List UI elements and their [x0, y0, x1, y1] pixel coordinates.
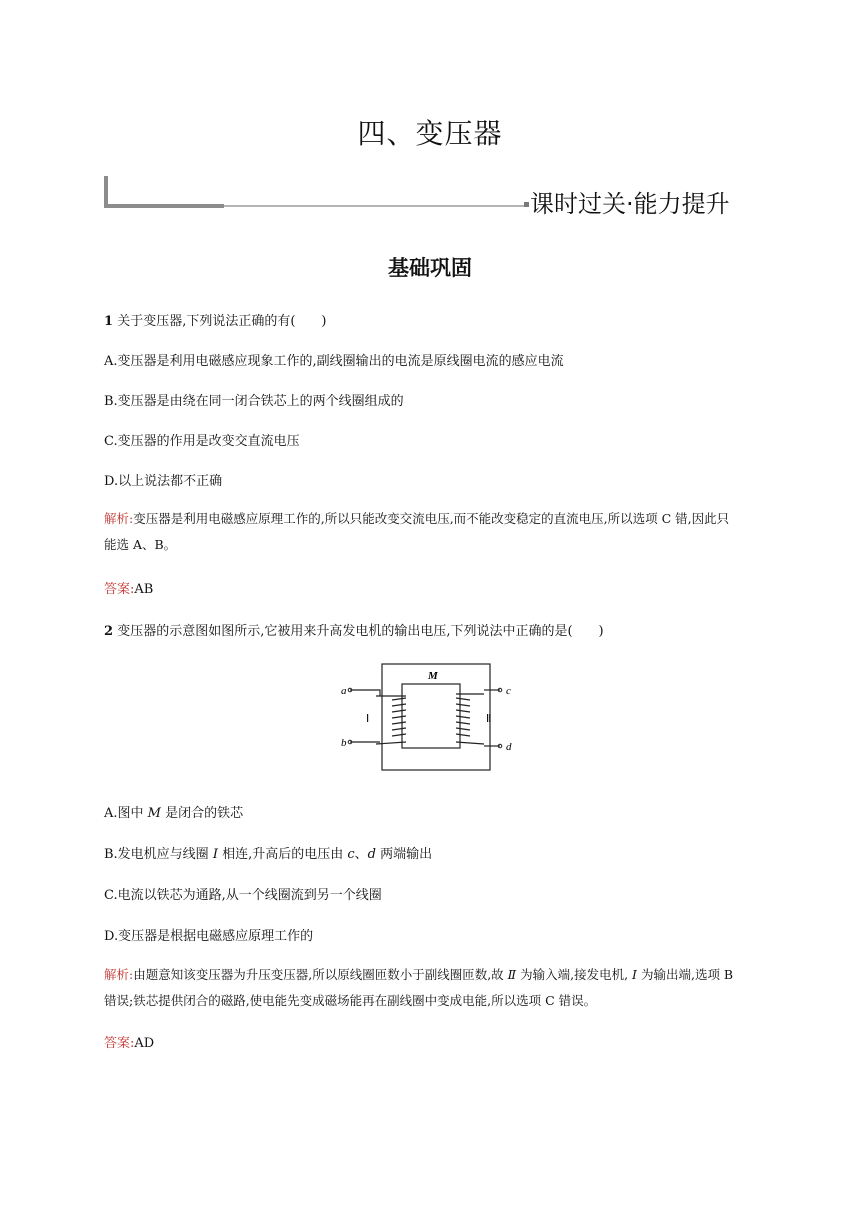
- q2-option-b-suffix: 两端输出: [376, 847, 433, 862]
- q2-option-b: [104, 843, 432, 862]
- q2-option-c: C.电流以铁芯为通路,从一个线圈流到另一个线圈: [104, 888, 382, 903]
- q1-option-a: A.变压器是利用电磁感应现象工作的,副线圈输出的电流是原线圈电流的感应电流: [104, 354, 564, 369]
- q1-answer-value: AB: [134, 582, 154, 597]
- lesson-banner: [104, 176, 730, 218]
- core-inner: [402, 684, 460, 748]
- q2-answer-label: 答案:: [104, 1036, 135, 1051]
- q2-option-b-prefix: B.发电机应与线圈: [104, 847, 213, 862]
- q2-explain-line1-a: 由题意知该变压器为升压变压器,所以原线圈匝数小于副线圈匝数,故: [133, 967, 508, 982]
- q2-option-a-var: M: [147, 806, 161, 821]
- q1-answer: [104, 578, 153, 597]
- banner-bottom-bar: [104, 204, 224, 208]
- q2-option-a-prefix: A.图中: [104, 806, 148, 821]
- q2-option-a-suffix: 是闭合的铁芯: [160, 806, 244, 821]
- label-c: c: [506, 685, 511, 697]
- q1-explain-line2: 能选 A、B。: [104, 537, 177, 552]
- label-coil-2: Ⅱ: [486, 713, 492, 725]
- transformer-diagram: [340, 660, 520, 774]
- q2-explain-coil2: Ⅱ: [507, 967, 517, 982]
- label-d: d: [506, 741, 512, 753]
- primary-coil: [350, 690, 406, 744]
- core-label: M: [428, 670, 438, 682]
- q1-stem: [104, 310, 326, 329]
- q2-option-d: D.变压器是根据电磁感应原理工作的: [104, 929, 314, 944]
- q2-answer-value: AD: [134, 1036, 155, 1051]
- q2-option-b-coil: Ⅰ: [212, 847, 218, 862]
- q2-explain-line1-c: 为输出端,选项 B: [637, 967, 734, 982]
- q2-explain-line2: 错误;铁芯提供闭合的磁路,使电能先变成磁场能再在副线圈中变成电能,所以选项 C 错误。: [104, 993, 597, 1008]
- q2-explain-coil1: Ⅰ: [632, 967, 637, 982]
- page-title: 四、变压器: [357, 117, 503, 150]
- q2-explain-label: 解析:: [104, 967, 134, 982]
- q1-explain-line1: 变压器是利用电磁感应原理工作的,所以只能改变交流电压,而不能改变稳定的直流电压,所以选项 C 错,因此只: [133, 511, 730, 526]
- q1-explain-label: 解析:: [104, 511, 134, 526]
- q2-option-b-d: d: [367, 847, 376, 862]
- q2-option-b-middle: 相连,升高后的电压由: [217, 847, 348, 862]
- q2-option-b-c: c: [347, 847, 355, 862]
- q2-answer: [104, 1032, 154, 1051]
- banner-label: 课时过关·能力提升: [530, 190, 730, 218]
- banner-rule: [224, 205, 524, 207]
- q2-option-b-sep: 、: [354, 847, 368, 862]
- secondary-coil: [456, 690, 500, 746]
- q1-option-c: C.变压器的作用是改变交直流电压: [104, 434, 300, 449]
- q2-stem: [104, 620, 604, 639]
- label-coil-1: Ⅰ: [366, 713, 370, 725]
- q1-answer-label: 答案:: [104, 582, 135, 597]
- q2-explain-line1-b: 为输入端,接发电机,: [516, 967, 633, 982]
- label-a: a: [341, 685, 347, 697]
- q2-option-a: [104, 802, 243, 821]
- section-heading: 基础巩固: [388, 256, 472, 280]
- q2-stem-text: 变压器的示意图如图所示,它被用来升高发电机的输出电压,下列说法中正确的是( ): [117, 624, 604, 639]
- q1-option-d: D.以上说法都不正确: [104, 474, 223, 489]
- q1-explanation: [104, 506, 754, 558]
- q2-number: 2: [104, 624, 114, 639]
- q1-stem-text: 关于变压器,下列说法正确的有( ): [117, 314, 327, 329]
- q1-number: 1: [104, 314, 114, 329]
- label-b: b: [341, 737, 347, 749]
- banner-dot: [524, 202, 529, 207]
- q2-explanation: [104, 962, 754, 1014]
- q1-option-b: B.变压器是由绕在同一闭合铁芯上的两个线圈组成的: [104, 394, 404, 409]
